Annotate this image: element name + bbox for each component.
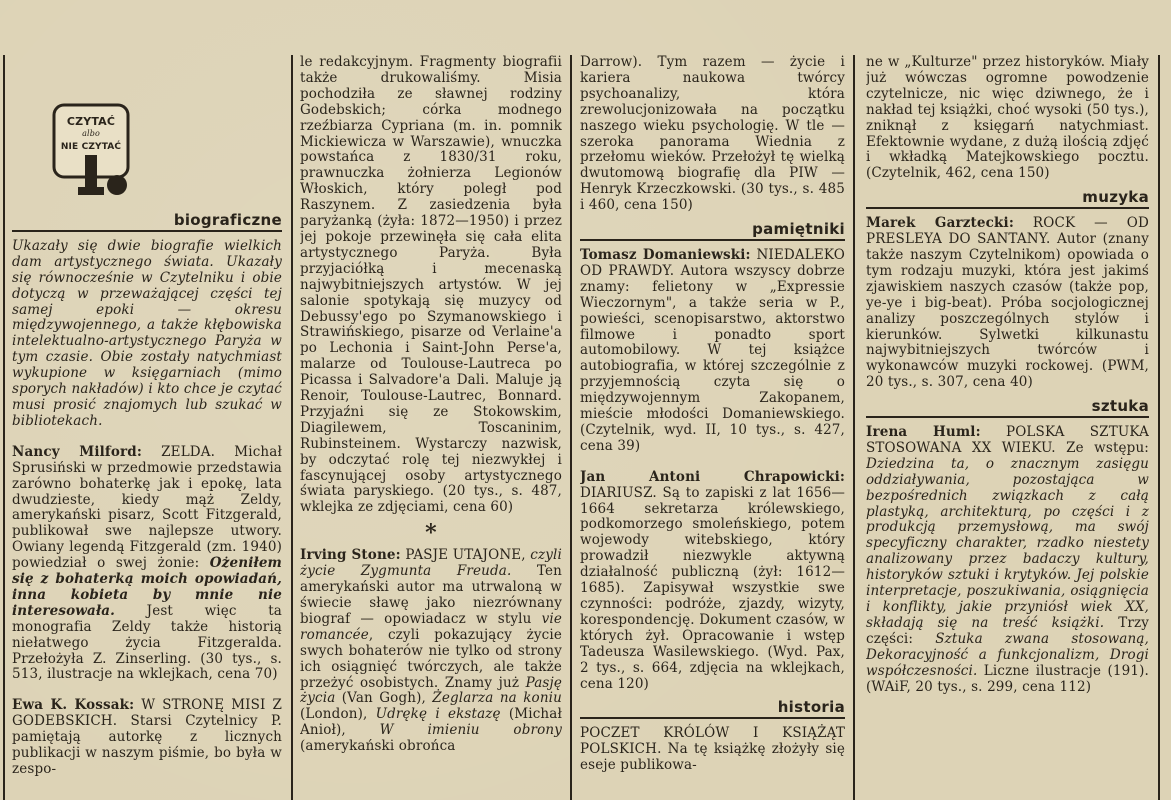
logo-line1: CZYTAĆ bbox=[66, 115, 116, 128]
author: Jan Antoni Chrapowicki: bbox=[580, 468, 845, 485]
review-text: Starsi Czytelnicy P. pamiętają autorkę z licznych publikacji w naszym piśmie, bo była w zespo- bbox=[12, 713, 282, 777]
intro-paragraph: Ukazały się dwie biografie wielkich dam artystycznego świata. Ukazały się równocześnie w Czytelniku i obie dotyczą w przeważającej części tej samej epoki — okresu międzywojennego, a także kłębowiska intelektualno-artystycznego Paryża w tym czasie. Obie zostały natychmiast wykupione w księgarniach (mimo sporych nakładów) i kto chce je czytać musi prosić znajomych lub szukać w bibliotekach. bbox=[12, 237, 282, 429]
column-2 bbox=[300, 55, 562, 795]
review-huml bbox=[866, 425, 1149, 695]
author: Marek Garztecki: bbox=[866, 215, 1014, 232]
separator-star: * bbox=[425, 520, 437, 547]
czytac-logo-icon bbox=[52, 103, 132, 203]
review-text: Trzy części: bbox=[866, 614, 1149, 647]
author: Tomasz Domaniewski: bbox=[580, 246, 751, 263]
review-zelda bbox=[12, 445, 282, 684]
review-text: (Van Gogh), bbox=[335, 690, 433, 707]
subtitle: czyli życie Zygmunta Freuda. bbox=[300, 547, 562, 580]
author: Nancy Milford: bbox=[12, 443, 143, 460]
review-text: Są to zapiski z lat 1656—1664 sekretarza królewskiego, podkomorzego smoleńskiego, potem wojewody witebskiego, który prowadził niezwykle aktywną działalność publiczną (żył: 1612—1685). Zapisywał wszystkie swe czynności: podróże, zjazdy, wizyty, korespondencję. Dokument czasów, w których żył. Opracowanie i wstęp Tadeusza Wasilewskiego. (Wyd. Pax, 2 tys., s. 664, zdjęcia na wklejkach, cena 120) bbox=[580, 484, 845, 692]
title: PASJE UTAJONE, bbox=[400, 547, 526, 564]
review-poczet bbox=[580, 726, 845, 774]
author: Ewa K. Kossak: bbox=[12, 697, 135, 714]
column-1 bbox=[12, 55, 282, 795]
review-poczet-continued: ne w „Kulturze" przez historyków. Miały już wówczas ogromne powodzenie czytelnicze, nic więc dziwnego, że i nakład tej książki, choć wysoki (50 tys.), zniknął z księgarń natychmiast. Efektownie wydane, z dużą ilością zdjęć i wkładką Matejkowskiego pocztu. (Czytelnik, 462, cena 150) bbox=[866, 55, 1149, 182]
section-header-pamietniki: pamiętniki bbox=[580, 220, 845, 241]
title: POLSKA SZTUKA STOSOWANA XX WIEKU. bbox=[866, 424, 1149, 456]
logo-area bbox=[12, 55, 282, 205]
review-text: Ze wstępu: bbox=[1055, 439, 1149, 456]
review-misia bbox=[12, 698, 282, 778]
quote: Ożeniłem się z bohaterką moich opowiadań, inna kobieta by mnie nie interesowała. bbox=[12, 555, 282, 619]
book-title: W imieniu obrony bbox=[379, 722, 562, 739]
column-4 bbox=[866, 55, 1149, 795]
logo-line2: albo bbox=[82, 129, 100, 138]
title: ZELDA. bbox=[142, 443, 216, 460]
parts: Sztuka zwana stosowaną, Dekoracyjność a funkcjonalizm, Drogi współczesności. bbox=[866, 630, 1149, 679]
review-rock bbox=[866, 216, 1149, 391]
review-text: Autor (znany także naszym Czytelnikom) opowiada o tym rodzaju muzyki, która jest jakimś zjawiskiem naszych czasów (także pop, ye-ye i big-beat). Próba socjologicznej analizy poszczególnych stylów i kierunków. Sylwetki kilkunastu najwybitniejszych twórców i wykonawców muzyki rockowej. (PWM, 20 tys., s. 307, cena 40) bbox=[866, 231, 1149, 391]
column-rule bbox=[291, 55, 293, 800]
book-title: Pasję życia bbox=[300, 674, 562, 707]
section-header-sztuka: sztuka bbox=[866, 397, 1149, 418]
review-text: Jest więc ta monografia Zeldy także historią niełatwego życia Fitzgeralda. Przełożyła Z. Zinserling. (30 tys., s. 513, ilustracje na wklejkach, cena 70) bbox=[12, 602, 282, 683]
quote: Dziedzina ta, o znacznym zasięgu oddziaływania, pozostająca w bezpośrednich związkach z całą plastyką, architekturą, po części i z produkcją przemysłową, ma swój specyficzny charakter, rzadko niestety analizowany przez badaczy kultury, historyków sztuki i krytyków. Jej polskie interpretacje, poszukiwania, osiągnięcia i konflikty, jakie przyniósł wiek XX, składają się na treść książki. bbox=[866, 455, 1149, 631]
review-text: Na tę książkę złożyły się eseje publikowa- bbox=[580, 741, 845, 774]
review-chrapowicki bbox=[580, 470, 845, 693]
review-text: (Michał Anioł), bbox=[300, 706, 562, 739]
review-text: (London), bbox=[300, 706, 376, 723]
review-text: Ten amerykański autor ma utrwaloną w świecie sławę jako niezrównany biograf — opowiadacz w stylu bbox=[300, 563, 562, 627]
title: W STRONĘ MISI Z GODEBSKICH. bbox=[12, 697, 282, 730]
title: POCZET KRÓLÓW I KSIĄŻĄT POLSKICH. bbox=[580, 725, 845, 758]
review-stone-continued: Darrow). Tym razem — życie i kariera naukowa twórcy psychoanalizy, która zrewolucjonizowała na początku naszego wieku psychologię. W tle — szeroka panorama Wiednia z przełomu wieków. Przełożył tę wielką dwutomową biografię dla PIW — Henryk Krzeczkowski. (30 tys., s. 485 i 460, cena 150) bbox=[580, 55, 845, 214]
book-title: Żeglarza na koniu bbox=[432, 690, 562, 707]
review-text: Liczne ilustracje (191). (WAiF, 20 tys., s. 299, cena 112) bbox=[866, 662, 1149, 695]
column-rule bbox=[570, 55, 572, 800]
title: NIEDALEKO OD PRAWDY. bbox=[580, 246, 845, 279]
column-rule bbox=[853, 55, 855, 800]
review-misia-continued: le redakcyjnym. Fragmenty biografii także drukowaliśmy. Misia pochodziła ze sławnej rodziny Godebskich; córka modnego rzeźbiarza Cypriana (m. in. pomnik Mickiewicza w Warszawie), wnuczka powstańca z 1830/31 roku, prawnuczka żołnierza Legionów Włoskich, który poległ pod Raszynem. Z zasiedzenia była paryżanką (żyła: 1872—1950) i przez jej pokoje przewinęła się cała elita artystycznego Paryża. Była przyjaciółką i mecenaską najwybitniejszych artystów. W jej salonie spotykają się muzycy od Debussy'ego po Szymanowskiego i Strawińskiego, pisarze od Verlaine'a po Lechonia i Saint-John Perse'a, malarze od Toulouse-Lautreca po Picassa i Salvadore'a Dali. Maluje ją Renoir, Toulouse-Lautrec, Bonnard. Przyjaźni się ze Stokowskim, Diagilewem, Toscaninim, Rubinsteinem. Wystarczy nazwisk, by odczytać rolę tej niezwykłej i fascynującej osoby artystycznego świata paryskiego. (20 tys., s. 487, wklejka ze zdjęciami, cena 60) bbox=[300, 55, 562, 516]
column-rule bbox=[3, 55, 5, 800]
review-text: Autora wszyscy dobrze znamy: felietony w „Expressie Wieczornym", a także seria w P., powieści, scenopisarstwo, aktorstwo filmowe i ponadto sport automobilowy. W tej książce autobiografia, w której szczególnie z przyjemnością czyta się o międzywojennym Zakopanem, mieście młodości Domaniewskiego. (Czytelnik, wyd. II, 10 tys., s. 427, cena 39) bbox=[580, 262, 845, 454]
section-header-biograficzne: biograficzne bbox=[12, 211, 282, 232]
author: Irena Huml: bbox=[866, 424, 981, 441]
column-3 bbox=[580, 55, 845, 795]
column-rule bbox=[1158, 55, 1160, 800]
review-domaniewski bbox=[580, 248, 845, 455]
emph: vie romancée bbox=[300, 610, 562, 643]
author: Irving Stone: bbox=[300, 547, 401, 564]
review-text: (amerykański obrońca bbox=[300, 738, 456, 755]
review-text: Michał Sprusiński w przedmowie przedstawia zarówno bohaterkę jak i epokę, lata dwudzieste, kiedy mąż Zeldy, amerykański pisarz, Scott Fitzgerald, publikował swe najlepsze utwory. Owiany legendą Fitzgerald (zm. 1940) powiedział o swej żonie: bbox=[12, 443, 282, 572]
review-text: , czyli pokazujący życie swych bohaterów nie tylko od strony ich osiągnięć twórczych, ale także przeżyć osobistych. Znamy już bbox=[300, 626, 562, 691]
review-stone bbox=[300, 548, 562, 755]
book-title: Udrękę i ekstazę bbox=[375, 706, 501, 723]
section-header-muzyka: muzyka bbox=[866, 188, 1149, 209]
section-header-historia: historia bbox=[580, 698, 845, 719]
title: DIARIUSZ. bbox=[580, 484, 657, 501]
title: ROCK — OD PRESLEYA DO SANTANY. bbox=[866, 215, 1149, 248]
logo-line3: NIE CZYTAĆ bbox=[60, 142, 122, 152]
